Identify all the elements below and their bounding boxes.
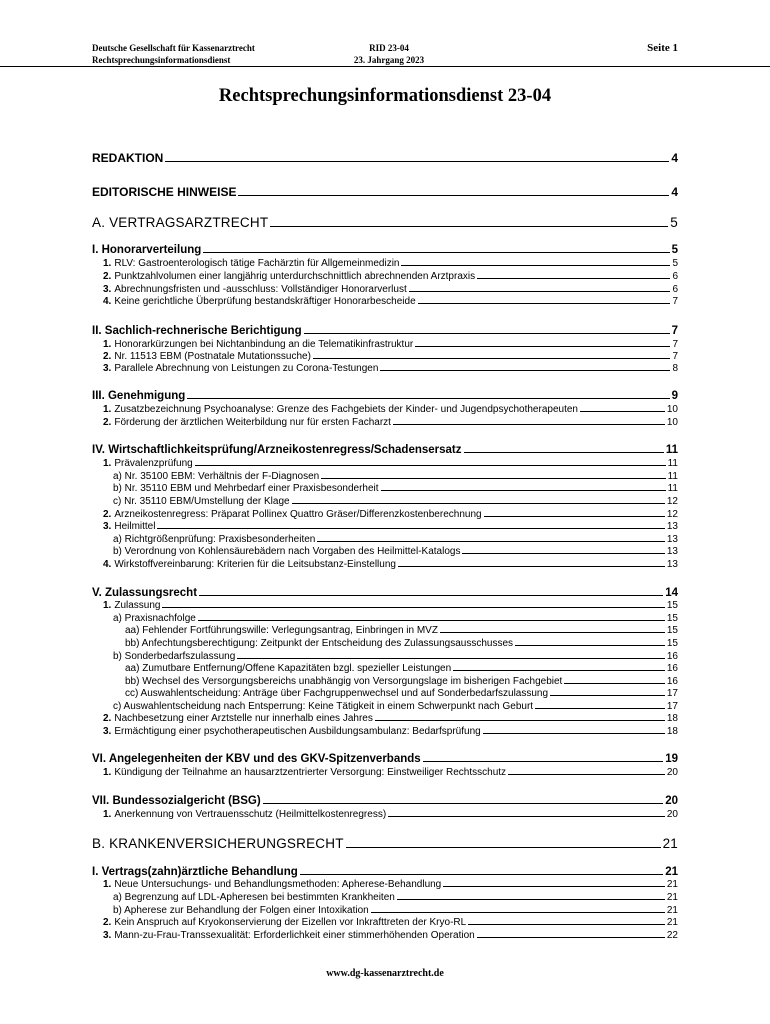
toc-entry[interactable]: [103, 559, 678, 571]
toc-leader-line: [375, 720, 665, 721]
toc-page-number: 21: [666, 917, 678, 928]
toc-page-number: 15: [666, 638, 678, 649]
toc-leader-line: [313, 358, 671, 359]
toc-entry[interactable]: [92, 185, 678, 200]
toc-entry-title: B. KRANKENVERSICHERUNGSRECHT: [92, 836, 344, 851]
toc-entry[interactable]: [103, 767, 678, 779]
toc-entry-number: 1.: [103, 600, 112, 611]
toc-page-number: 11: [665, 444, 678, 456]
toc-page-number: 7: [672, 351, 678, 362]
header-issue-year: 23. Jahrgang 2023: [353, 55, 425, 65]
toc-page-number: 13: [666, 534, 678, 545]
toc-page-number: 13: [666, 521, 678, 532]
toc-entry-title: Neue Untersuchungs- und Behandlungsmethoden: Apherese-Behandlung: [114, 879, 442, 890]
toc-leader-line: [464, 452, 664, 453]
toc-leader-line: [415, 346, 670, 347]
toc-entry-title: EDITORISCHE HINWEISE: [92, 185, 237, 199]
toc-entry-title: bb) Wechsel des Versorgungsbereichs unabhängig von Versorgungslage im bisherigen Fachgebiet: [125, 676, 563, 687]
toc-leader-line: [237, 658, 665, 659]
header-issue: [343, 42, 435, 66]
toc-entry[interactable]: [125, 625, 678, 637]
toc-entry-number: 1.: [103, 404, 112, 415]
toc-entry[interactable]: [113, 471, 678, 483]
toc-leader-line: [401, 265, 670, 266]
toc-entry-number: 1.: [103, 339, 112, 350]
toc-entry[interactable]: [92, 835, 678, 852]
toc-entry[interactable]: [103, 600, 678, 612]
toc-entry-number: 2.: [103, 917, 112, 928]
toc-leader-line: [195, 465, 666, 466]
toc-leader-line: [477, 278, 670, 279]
toc-entry-title: REDAKTION: [92, 151, 164, 165]
toc-entry[interactable]: [103, 809, 678, 821]
toc-entry[interactable]: [125, 676, 678, 688]
toc-entry[interactable]: [92, 214, 678, 231]
toc-page-number: 15: [666, 600, 678, 611]
toc-entry-title: cc) Auswahlentscheidung: Anträge über Fachgruppenwechsel und auf Sonderbedarfszulassung: [125, 688, 549, 699]
toc-leader-line: [418, 303, 671, 304]
toc-entry[interactable]: [103, 726, 678, 738]
toc-entry-title: III. Genehmigung: [92, 390, 186, 402]
toc-leader-line: [409, 291, 671, 292]
toc-entry[interactable]: [113, 701, 678, 713]
toc-entry-title: Heilmittel: [114, 521, 156, 532]
toc-entry[interactable]: [103, 351, 678, 363]
toc-entry-number: 3.: [103, 930, 112, 941]
toc-entry-title: II. Sachlich-rechnerische Berichtigung: [92, 325, 302, 337]
toc-leader-line: [388, 816, 665, 817]
toc-leader-line: [398, 566, 665, 567]
toc-entry-title: b) Nr. 35110 EBM und Mehrbedarf einer Praxisbesonderheit: [113, 483, 379, 494]
toc-entry[interactable]: [103, 284, 678, 296]
toc-leader-line: [380, 370, 670, 371]
toc-entry-title: Punktzahlvolumen einer langjährig unterdurchschnittlich abrechnenden Arztpraxis: [114, 271, 476, 282]
toc-entry[interactable]: [103, 521, 678, 533]
toc-entry[interactable]: [92, 865, 678, 879]
toc-entry[interactable]: [103, 879, 678, 891]
toc-entry[interactable]: [92, 389, 678, 403]
toc-leader-line: [162, 607, 664, 608]
toc-page-number: 15: [666, 625, 678, 636]
toc-entry-title: V. Zulassungsrecht: [92, 587, 198, 599]
toc-page-number: 20: [666, 767, 678, 778]
toc-entry-title: Prävalenzprüfung: [114, 458, 193, 469]
toc-leader-line: [564, 683, 665, 684]
toc-entry[interactable]: [92, 243, 678, 257]
toc-entry-title: A. VERTRAGSARZTRECHT: [92, 215, 269, 230]
toc-page-number: 4: [671, 185, 678, 199]
toc-leader-line: [440, 632, 665, 633]
toc-leader-line: [453, 670, 665, 671]
toc-entry-number: 1.: [103, 458, 112, 469]
toc-entry-title: Anerkennung von Vertrauensschutz (Heilmittelkostenregress): [114, 809, 387, 820]
document-title: Rechtsprechungsinformationsdienst 23-04: [218, 86, 552, 106]
toc-leader-line: [346, 847, 661, 848]
toc-entry[interactable]: [113, 651, 678, 663]
toc-page-number: 16: [666, 651, 678, 662]
toc-entry-title: b) Sonderbedarfszulassung: [113, 651, 236, 662]
toc-page-number: 11: [667, 471, 678, 482]
toc-page-number: 6: [672, 284, 678, 295]
toc-page-number: 7: [671, 325, 678, 337]
toc-entry-title: VII. Bundessozialgericht (BSG): [92, 795, 261, 807]
toc-entry[interactable]: [92, 151, 678, 166]
toc-entry[interactable]: [103, 458, 678, 470]
toc-entry[interactable]: [113, 534, 678, 546]
toc-page-number: 21: [665, 866, 678, 878]
toc-leader-line: [317, 541, 665, 542]
toc-entry-number: 2.: [103, 509, 112, 520]
toc-entry[interactable]: [92, 443, 678, 457]
toc-leader-line: [203, 252, 669, 253]
toc-entry-title: Nr. 11513 EBM (Postnatale Mutationssuche): [114, 351, 311, 362]
toc-entry-title: b) Verordnung von Kohlensäurebädern nach Vorgaben des Heilmittel-Katalogs: [113, 546, 461, 557]
toc-page-number: 21: [666, 905, 678, 916]
toc-entry-title: I. Vertrags(zahn)ärztliche Behandlung: [92, 866, 298, 878]
toc-entry[interactable]: [125, 638, 678, 650]
toc-page-number: 12: [666, 496, 678, 507]
toc-leader-line: [393, 424, 665, 425]
toc-page-number: 18: [666, 713, 678, 724]
toc-entry[interactable]: [103, 930, 678, 942]
toc-entry-title: a) Praxisnachfolge: [113, 613, 196, 624]
toc-entry-title: Nachbesetzung einer Arztstelle nur innerhalb eines Jahres: [114, 713, 373, 724]
toc-entry-number: 2.: [103, 417, 112, 428]
toc-page-number: 5: [671, 244, 678, 256]
toc-entry-title: Wirkstoffvereinbarung: Kriterien für die Leitsubstanz-Einstellung: [114, 559, 396, 570]
toc-page-number: 10: [666, 417, 678, 428]
toc-leader-line: [535, 708, 665, 709]
toc-page-number: 22: [666, 930, 678, 941]
toc-entry[interactable]: [103, 258, 678, 270]
toc-leader-line: [477, 937, 665, 938]
toc-entry[interactable]: [113, 546, 678, 558]
toc-entry[interactable]: [92, 324, 678, 338]
toc-page-number: 10: [666, 404, 678, 415]
toc-entry-title: c) Auswahlentscheidung nach Entsperrung: Keine Tätigkeit in einem Schwerpunkt nach Geburt: [113, 701, 534, 712]
toc-entry[interactable]: [92, 794, 678, 808]
toc-entry-number: 2.: [103, 351, 112, 362]
toc-entry[interactable]: [113, 613, 678, 625]
toc-page-number: 21: [662, 836, 678, 851]
toc-leader-line: [381, 490, 666, 491]
toc-entry-title: b) Apherese zur Behandlung der Folgen einer Intoxikation: [113, 905, 369, 916]
toc-entry-number: 1.: [103, 258, 112, 269]
toc-entry-number: 2.: [103, 713, 112, 724]
toc-entry[interactable]: [113, 905, 678, 917]
toc-entry-number: 2.: [103, 271, 112, 282]
toc-leader-line: [371, 912, 665, 913]
toc-leader-line: [165, 161, 669, 162]
toc-entry-title: IV. Wirtschaftlichkeitsprüfung/Arzneikostenregress/Schadensersatz: [92, 444, 462, 456]
toc-leader-line: [468, 924, 665, 925]
header-issue-number: RID 23-04: [369, 43, 409, 53]
toc-entry-title: Kündigung der Teilnahme an hausarztzentrierter Versorgung: Einstweiliger Rechtsschutz: [114, 767, 507, 778]
toc-entry[interactable]: [103, 713, 678, 725]
toc-entry-title: Abrechnungsfristen und -ausschluss: Vollständiger Honorarverlust: [114, 284, 407, 295]
toc-entry-number: 1.: [103, 879, 112, 890]
toc-entry-number: 1.: [103, 809, 112, 820]
toc-page-number: 19: [665, 753, 678, 765]
toc-entry-number: 4.: [103, 296, 112, 307]
toc-entry[interactable]: [103, 339, 678, 351]
toc-page-number: 21: [666, 879, 678, 890]
toc-entry-number: 3.: [103, 521, 112, 532]
toc-page-number: 14: [665, 587, 678, 599]
toc-page-number: 5: [672, 258, 678, 269]
toc-leader-line: [304, 333, 670, 334]
toc-entry-title: Keine gerichtliche Überprüfung bestandskräftiger Honorarbescheide: [114, 296, 416, 307]
toc-leader-line: [300, 874, 663, 875]
toc-entry[interactable]: [103, 417, 678, 429]
footer-url[interactable]: www.dg-kassenarztrecht.de: [326, 968, 444, 979]
toc-entry[interactable]: [103, 917, 678, 929]
header-divider: [0, 66, 770, 67]
toc-leader-line: [157, 528, 664, 529]
toc-page-number: 17: [666, 701, 678, 712]
toc-leader-line: [187, 398, 669, 399]
toc-entry-title: a) Begrenzung auf LDL-Apheresen bei bestimmten Krankheiten: [113, 892, 395, 903]
toc-page-number: 18: [666, 726, 678, 737]
toc-entry-title: VI. Angelegenheiten der KBV und des GKV-Spitzenverbands: [92, 753, 421, 765]
toc-page-number: 11: [667, 483, 678, 494]
toc-leader-line: [397, 899, 665, 900]
toc-leader-line: [199, 595, 663, 596]
toc-entry[interactable]: [113, 496, 678, 508]
toc-entry[interactable]: [125, 688, 678, 700]
toc-entry-title: Zulassung: [114, 600, 161, 611]
toc-entry-number: 3.: [103, 726, 112, 737]
toc-entry-number: 3.: [103, 284, 112, 295]
toc-page-number: 11: [667, 458, 678, 469]
toc-entry-number: 3.: [103, 363, 112, 374]
toc-page-number: 16: [666, 663, 678, 674]
toc-entry[interactable]: [92, 586, 678, 600]
toc-leader-line: [484, 516, 665, 517]
toc-leader-line: [508, 774, 665, 775]
toc-leader-line: [443, 886, 665, 887]
toc-leader-line: [270, 226, 668, 227]
toc-entry[interactable]: [113, 483, 678, 495]
toc-entry[interactable]: [113, 892, 678, 904]
toc-entry-title: Kein Anspruch auf Kryokonservierung der Eizellen vor Inkrafttreten der Kryo-RL: [114, 917, 467, 928]
toc-page-number: 12: [666, 509, 678, 520]
toc-entry-number: 1.: [103, 767, 112, 778]
toc-leader-line: [238, 195, 669, 196]
toc-page-number: 4: [671, 151, 678, 165]
toc-leader-line: [550, 695, 665, 696]
toc-page-number: 8: [672, 363, 678, 374]
toc-entry-number: 4.: [103, 559, 112, 570]
header-org-name: Deutsche Gesellschaft für Kassenarztrecht: [92, 43, 255, 53]
toc-entry[interactable]: [125, 663, 678, 675]
toc-page-number: 9: [671, 390, 678, 402]
toc-page-number: 13: [666, 559, 678, 570]
toc-page-number: 17: [666, 688, 678, 699]
toc-entry-title: bb) Anfechtungsberechtigung: Zeitpunkt der Entscheidung des Zulassungsausschusses: [125, 638, 514, 649]
toc-entry-title: Mann-zu-Frau-Transsexualität: Erforderlichkeit einer stimmerhöhenden Operation: [114, 930, 475, 941]
toc-page-number: 7: [672, 296, 678, 307]
toc-entry-title: Zusatzbezeichnung Psychoanalyse: Grenze des Fachgebiets der Kinder- und Jugendpsychotherapeuten: [114, 404, 578, 415]
toc-entry-title: aa) Zumutbare Entfernung/Offene Kapazitäten bzgl. spezieller Leistungen: [125, 663, 452, 674]
toc-leader-line: [321, 478, 665, 479]
header-organization: [92, 42, 255, 66]
toc-page-number: 16: [666, 676, 678, 687]
toc-page-number: 20: [666, 809, 678, 820]
toc-leader-line: [292, 503, 665, 504]
toc-page-number: 21: [666, 892, 678, 903]
toc-entry-title: RLV: Gastroenterologisch tätige Fachärztin für Allgemeinmedizin: [114, 258, 400, 269]
toc-entry-title: Förderung der ärztlichen Weiterbildung nur für ersten Facharzt: [114, 417, 391, 428]
toc-entry[interactable]: [92, 752, 678, 766]
toc-leader-line: [198, 620, 665, 621]
toc-entry-title: a) Nr. 35100 EBM: Verhältnis der F-Diagnosen: [113, 471, 320, 482]
toc-page-number: 15: [666, 613, 678, 624]
header-service-name: Rechtsprechungsinformationsdienst: [92, 55, 231, 65]
toc-entry[interactable]: [103, 509, 678, 521]
toc-leader-line: [423, 761, 664, 762]
toc-page-number: 6: [672, 271, 678, 282]
toc-leader-line: [515, 645, 665, 646]
toc-entry-title: Arzneikostenregress: Präparat Pollinex Quattro Gräser/Differenzkostenberechnung: [114, 509, 482, 520]
toc-leader-line: [462, 553, 664, 554]
header-page-label: Seite 1: [647, 42, 678, 54]
toc-entry[interactable]: [103, 296, 678, 308]
toc-entry-title: Parallele Abrechnung von Leistungen zu Corona-Testungen: [114, 363, 379, 374]
toc-page-number: 7: [672, 339, 678, 350]
toc-page-number: 20: [665, 795, 678, 807]
toc-leader-line: [483, 733, 665, 734]
toc-entry-title: Ermächtigung einer psychotherapeutischen Ausbildungsambulanz: Bedarfsprüfung: [114, 726, 481, 737]
toc-leader-line: [263, 803, 664, 804]
toc-page-number: 5: [670, 215, 678, 230]
toc-entry-title: c) Nr. 35110 EBM/Umstellung der Klage: [113, 496, 290, 507]
toc-entry[interactable]: [103, 404, 678, 416]
toc-entry[interactable]: [103, 363, 678, 375]
toc-entry-title: Honorarkürzungen bei Nichtanbindung an die Telematikinfrastruktur: [114, 339, 414, 350]
toc-page-number: 13: [666, 546, 678, 557]
toc-entry[interactable]: [103, 271, 678, 283]
toc-entry-title: I. Honorarverteilung: [92, 244, 202, 256]
toc-leader-line: [580, 411, 665, 412]
toc-entry-title: aa) Fehlender Fortführungswille: Verlegungsantrag, Einbringen in MVZ: [125, 625, 438, 636]
toc-entry-title: a) Richtgrößenprüfung: Praxisbesonderheiten: [113, 534, 316, 545]
